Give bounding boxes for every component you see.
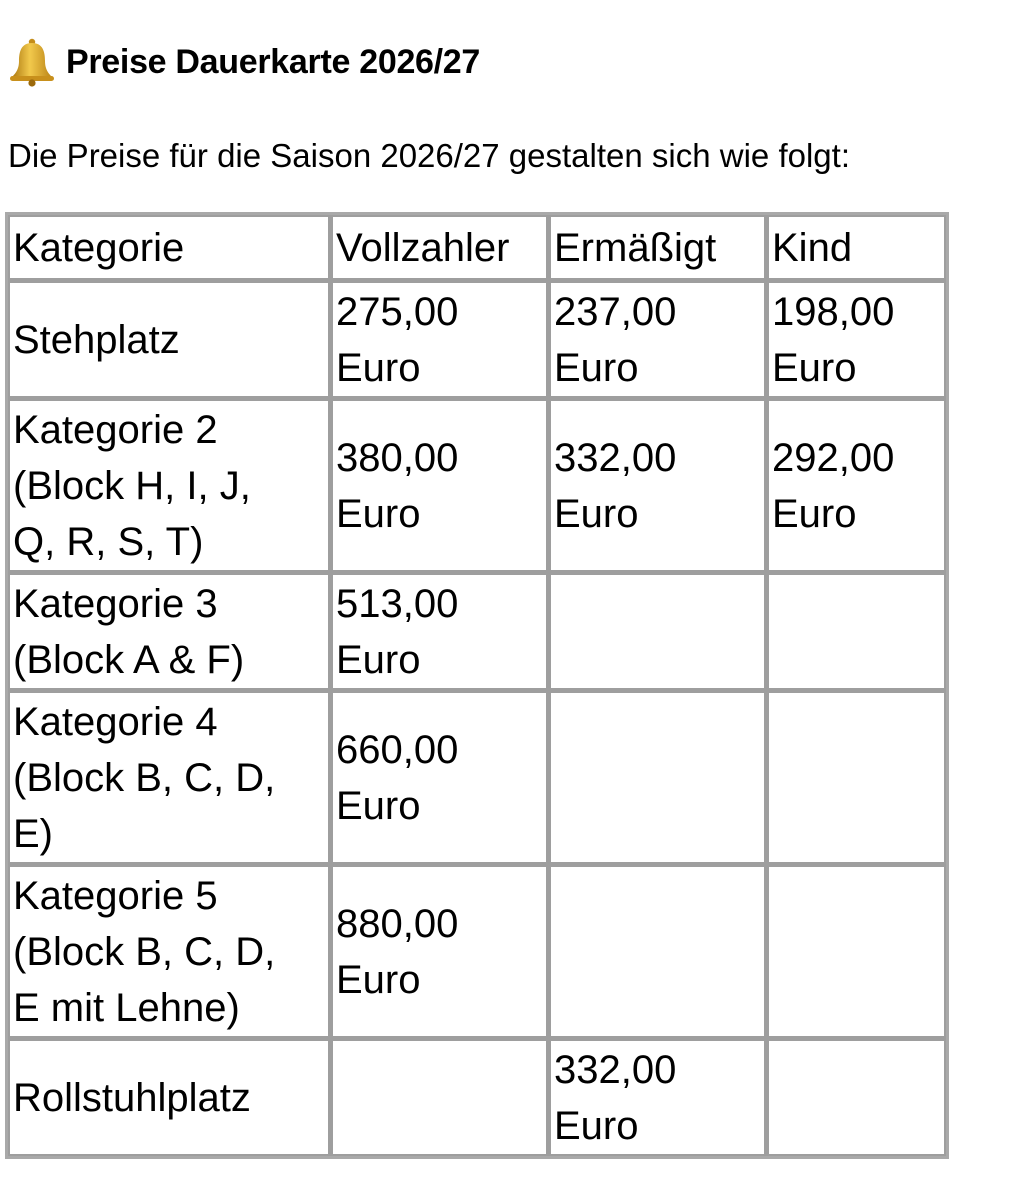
table-row — [8, 398, 946, 572]
cell-kategorie: Kategorie 5 (Block B, C, D, E mit Lehne) — [8, 864, 330, 1038]
cell-kategorie: Kategorie 2 (Block H, I, J, Q, R, S, T) — [8, 398, 330, 572]
cell-ermaessigt — [548, 864, 766, 1038]
table-row — [8, 572, 946, 690]
cell-kind — [766, 1038, 946, 1156]
table-row — [8, 690, 946, 864]
table-row — [8, 280, 946, 398]
header-cell-kategorie: Kategorie — [8, 215, 330, 280]
header-cell-kind: Kind — [766, 215, 946, 280]
table-row — [8, 1038, 946, 1156]
cell-ermaessigt: 237,00 Euro — [548, 280, 766, 398]
cell-kind: 292,00 Euro — [766, 398, 946, 572]
cell-ermaessigt — [548, 572, 766, 690]
cell-kind — [766, 864, 946, 1038]
cell-ermaessigt: 332,00 Euro — [548, 398, 766, 572]
cell-vollzahler: 513,00 Euro — [330, 572, 548, 690]
cell-vollzahler — [330, 1038, 548, 1156]
cell-kategorie: Kategorie 4 (Block B, C, D, E) — [8, 690, 330, 864]
cell-vollzahler: 380,00 Euro — [330, 398, 548, 572]
header-cell-ermaessigt: Ermäßigt — [548, 215, 766, 280]
page-heading — [8, 34, 480, 90]
header-cell-vollzahler: Vollzahler — [330, 215, 548, 280]
cell-kategorie: Kategorie 3 (Block A & F) — [8, 572, 330, 690]
table-header-row — [8, 215, 946, 280]
table-row — [8, 864, 946, 1038]
cell-kind: 198,00 Euro — [766, 280, 946, 398]
cell-kind — [766, 690, 946, 864]
cell-vollzahler: 880,00 Euro — [330, 864, 548, 1038]
price-table — [5, 212, 949, 1159]
intro-text: Die Preise für die Saison 2026/27 gestalten sich wie folgt: — [8, 137, 850, 174]
cell-ermaessigt — [548, 690, 766, 864]
page-title: Preise Dauerkarte 2026/27 — [66, 42, 481, 81]
cell-kind — [766, 572, 946, 690]
cell-kategorie: Rollstuhlplatz — [8, 1038, 330, 1156]
bell-icon — [8, 37, 56, 87]
cell-vollzahler: 660,00 Euro — [330, 690, 548, 864]
cell-ermaessigt: 332,00 Euro — [548, 1038, 766, 1156]
cell-kategorie: Stehplatz — [8, 280, 330, 398]
cell-vollzahler: 275,00 Euro — [330, 280, 548, 398]
